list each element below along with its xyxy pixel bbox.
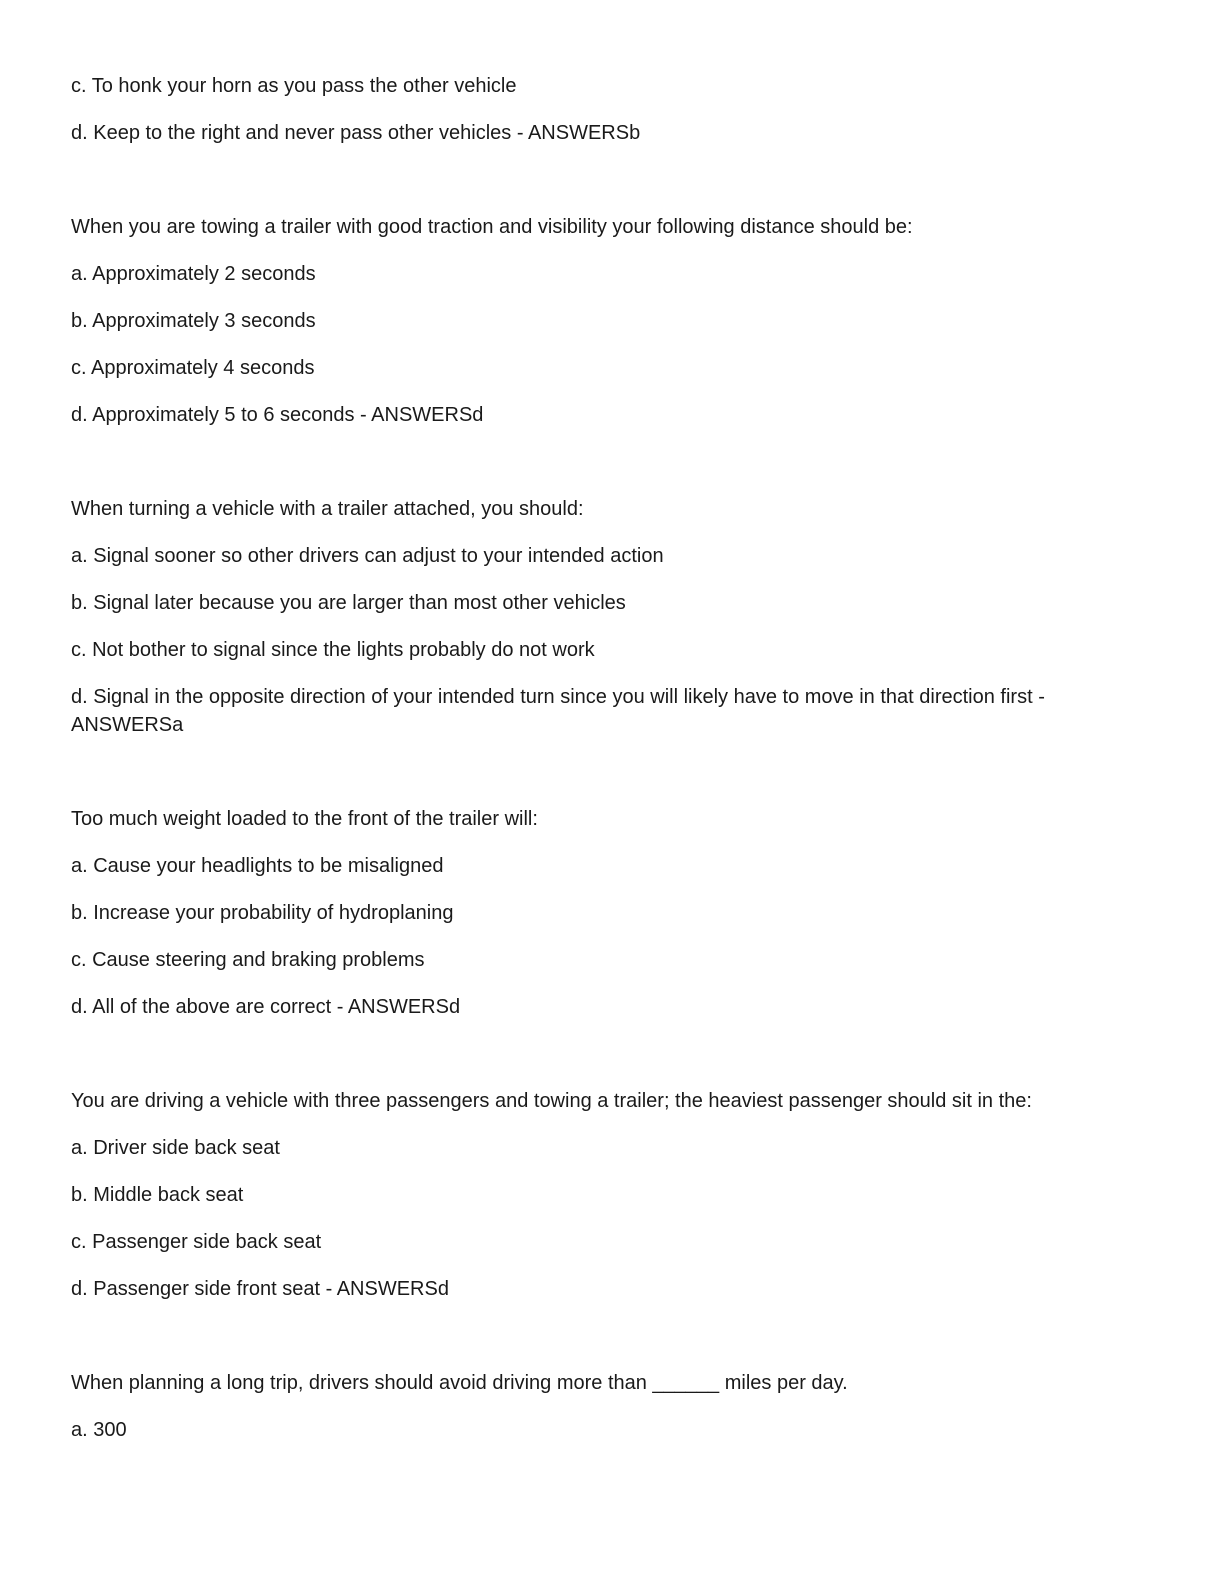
answer-option: b. Middle back seat — [71, 1184, 244, 1206]
answer-option: a. Approximately 2 seconds — [71, 263, 316, 285]
spacer — [71, 448, 1151, 495]
document-page — [71, 72, 1151, 1463]
answer-option: d. Keep to the right and never pass other vehicles - ANSWERSb — [71, 122, 641, 144]
answer-option: d. Signal in the opposite direction of your intended turn since you will likely have to move in that direction first - ANSWERSa — [71, 686, 1045, 736]
answer-option: a. Cause your headlights to be misaligned — [71, 855, 444, 877]
question-text: When turning a vehicle with a trailer attached, you should: — [71, 498, 584, 520]
answer-option: d. Passenger side front seat - ANSWERSd — [71, 1278, 449, 1300]
answer-option: a. 300 — [71, 1419, 127, 1441]
answer-option: d. All of the above are correct - ANSWERSd — [71, 996, 461, 1018]
question-text: You are driving a vehicle with three passengers and towing a trailer; the heaviest passenger should sit in the: — [71, 1090, 1032, 1112]
answer-option: b. Increase your probability of hydroplaning — [71, 902, 454, 924]
answer-option: c. To honk your horn as you pass the other vehicle — [71, 75, 517, 97]
answer-option: b. Approximately 3 seconds — [71, 310, 316, 332]
question-text: When planning a long trip, drivers should avoid driving more than ______ miles per day. — [71, 1372, 848, 1394]
spacer — [71, 1040, 1151, 1087]
answer-option: a. Driver side back seat — [71, 1137, 280, 1159]
spacer — [71, 758, 1151, 805]
question-text: When you are towing a trailer with good traction and visibility your following distance should be: — [71, 216, 913, 238]
question-text: Too much weight loaded to the front of the trailer will: — [71, 808, 538, 830]
answer-option: c. Not bother to signal since the lights probably do not work — [71, 639, 595, 661]
spacer — [71, 1322, 1151, 1369]
answer-option: c. Passenger side back seat — [71, 1231, 322, 1253]
answer-option: d. Approximately 5 to 6 seconds - ANSWERSd — [71, 404, 484, 426]
answer-option: c. Cause steering and braking problems — [71, 949, 425, 971]
answer-option: b. Signal later because you are larger than most other vehicles — [71, 592, 626, 614]
answer-option: a. Signal sooner so other drivers can adjust to your intended action — [71, 545, 664, 567]
answer-option: c. Approximately 4 seconds — [71, 357, 315, 379]
spacer — [71, 166, 1151, 213]
